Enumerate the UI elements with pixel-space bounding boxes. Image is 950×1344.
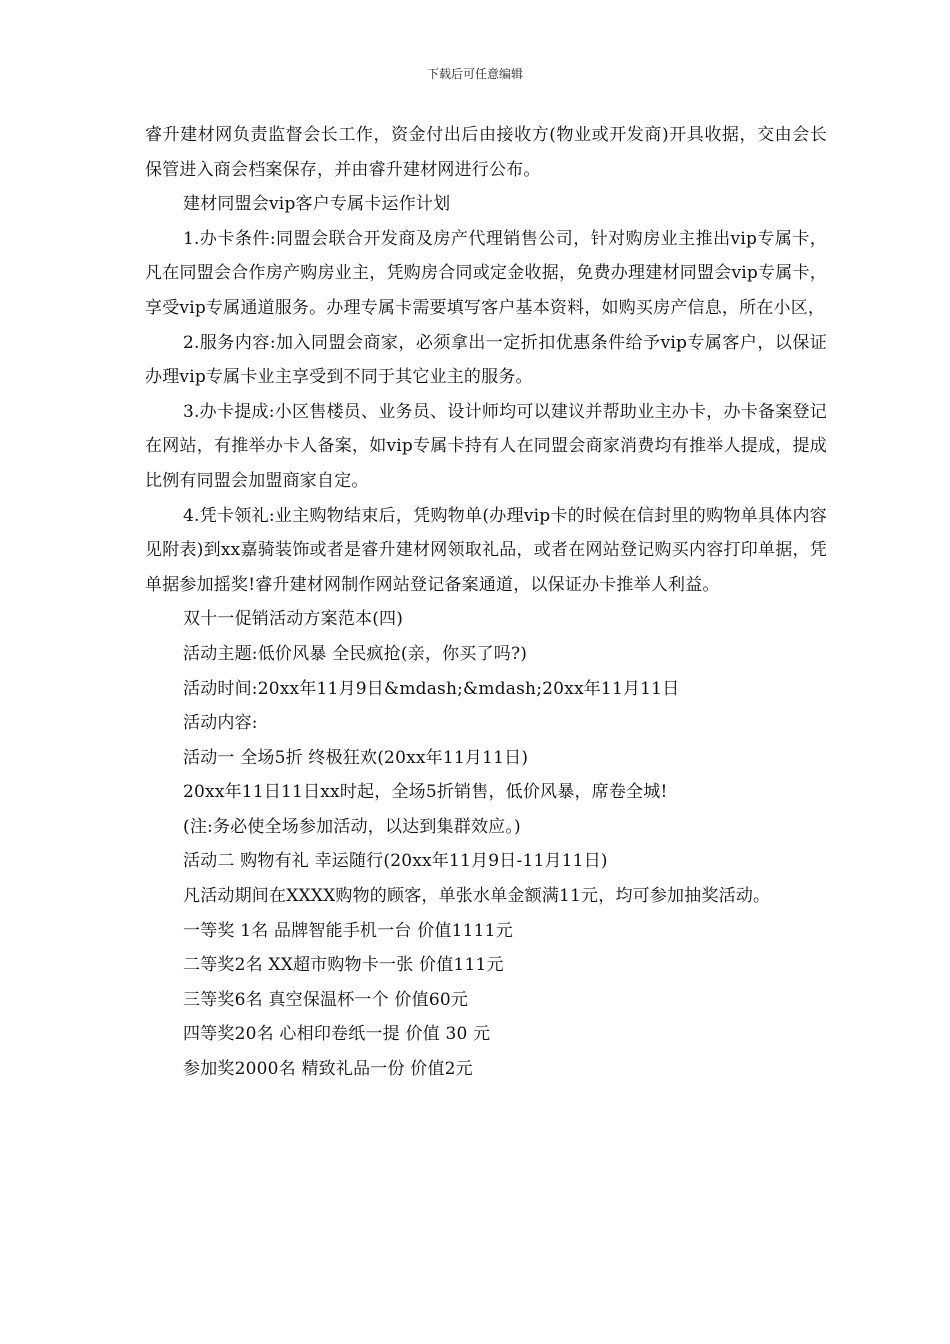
paragraph-activity-two: 活动二 购物有礼 幸运随行(20xx年11月9日-11月11日)	[183, 851, 608, 872]
prize-third: 三等奖6名 真空保温杯一个 价值60元	[183, 989, 469, 1010]
paragraph-activity-one: 活动一 全场5折 终极狂欢(20xx年11月11日)	[183, 747, 529, 768]
paragraph-promo-title: 双十一促销活动方案范本(四)	[183, 609, 404, 630]
prize-second: 二等奖2名 XX超市购物卡一张 价值111元	[183, 955, 504, 976]
paragraph-activity-time: 活动时间:20xx年11月9日&mdash;&mdash;20xx年11月11日	[183, 678, 680, 699]
paragraph-activity-two-detail: 凡活动期间在XXXX购物的顾客，单张水单金额满11元，均可参加抽奖活动。	[183, 886, 771, 907]
paragraph-fund-supervision: 睿升建材网负责监督会长工作，资金付出后由接收方(物业或开发商)开具收据，交由会长保管进入商会档案保存，并由睿升建材网进行公布。	[145, 125, 827, 180]
prize-first: 一等奖 1名 品牌智能手机一台 价值1111元	[183, 920, 513, 941]
prize-fourth: 四等奖20名 心相印卷纸一提 价值 30 元	[183, 1024, 491, 1045]
paragraph-card-gift: 4.凭卡领礼:业主购物结束后，凭购物单(办理vip卡的时候在信封里的购物单具体内容见附表)到xx嘉骑装饰或者是睿升建材网领取礼品，或者在网站登记购买内容打印单据，凭单据参加摇奖!睿升建材网制作网站登记备案通道，以保证办卡推举人利益。	[145, 505, 827, 595]
page-header: 下载后可任意编辑	[426, 67, 523, 81]
paragraph-activity-one-detail: 20xx年11日11日xx时起，全场5折销售，低价风暴，席卷全城!	[183, 782, 668, 803]
paragraph-activity-content-label: 活动内容:	[183, 713, 258, 734]
paragraph-card-commission: 3.办卡提成:小区售楼员、业务员、设计师均可以建议并帮助业主办卡，办卡备案登记在网站，有推举办卡人备案，如vip专属卡持有人在同盟会商家消费均有推举人提成，提成比例有同盟会加盟商家自定。	[145, 401, 827, 491]
paragraph-activity-theme: 活动主题:低价风暴 全民疯抢(亲，你买了吗?)	[183, 643, 528, 664]
paragraph-activity-one-note: (注:务必使全场参加活动，以达到集群效应。)	[183, 816, 521, 837]
paragraph-vip-card-plan-title: 建材同盟会vip客户专属卡运作计划	[183, 194, 451, 215]
paragraph-card-conditions: 1.办卡条件:同盟会联合开发商及房产代理销售公司，针对购房业主推出vip专属卡，凡在同盟会合作房产购房业主，凭购房合同或定金收据，免费办理建材同盟会vip专属卡，享受vip专属通道服务。办理专属卡需要填写客户基本资料，如购买房产信息，所在小区，	[145, 228, 827, 318]
document-body	[145, 118, 827, 1087]
prize-participation: 参加奖2000名 精致礼品一份 价值2元	[183, 1059, 473, 1080]
paragraph-service-content: 2.服务内容:加入同盟会商家，必须拿出一定折扣优惠条件给予vip专属客户，以保证办理vip专属卡业主享受到不同于其它业主的服务。	[145, 332, 827, 388]
